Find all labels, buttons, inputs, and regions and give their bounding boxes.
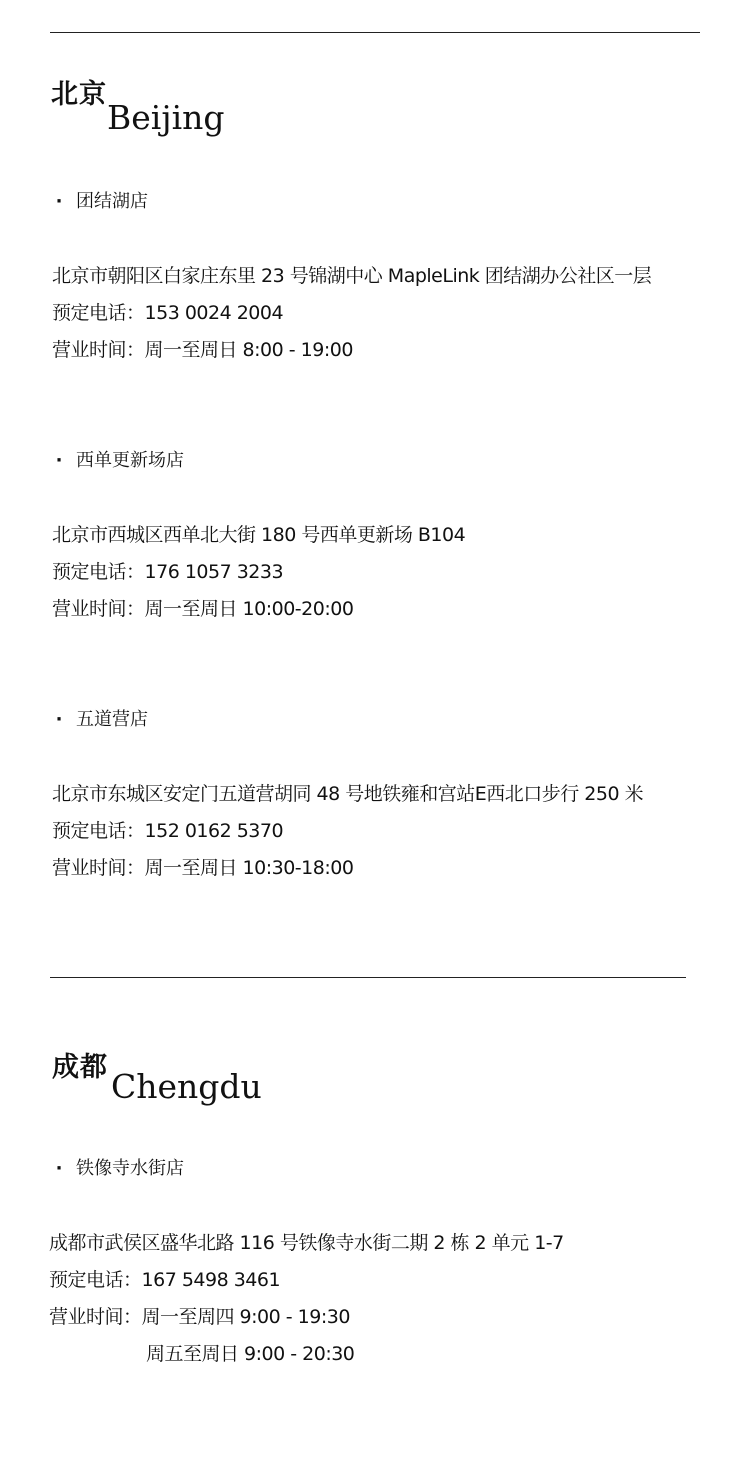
phone-label: 预定电话： — [52, 302, 145, 324]
phone-number[interactable]: 167 5498 3461 — [141, 1269, 281, 1291]
store-name — [52, 446, 184, 472]
store-address: 成都市武侯区盛华北路 116 号铁像寺水街二期 2 栋 2 单元 1-7 — [49, 1232, 564, 1254]
store-phone-row — [52, 298, 283, 325]
hours-label: 营业时间： — [52, 857, 145, 879]
hours-label: 营业时间： — [52, 598, 145, 620]
bullet-icon: · — [55, 709, 63, 730]
store-name — [52, 1154, 184, 1180]
hours-value: 周一至周四 9:00 - 19:30 — [141, 1306, 350, 1328]
hours-value: 周五至周日 9:00 - 20:30 — [146, 1343, 355, 1365]
store-hours-row — [52, 335, 353, 362]
city-title-cn: 成都 — [52, 1052, 108, 1083]
hours-value: 周一至周日 8:00 - 19:00 — [144, 339, 353, 361]
store-phone-row — [52, 557, 283, 584]
hours-value: 周一至周日 10:00-20:00 — [144, 598, 354, 620]
store-hours-row — [52, 594, 353, 621]
store-phone-row — [49, 1265, 280, 1292]
store-hours-row — [49, 1302, 350, 1329]
phone-label: 预定电话： — [49, 1269, 142, 1291]
phone-number[interactable]: 153 0024 2004 — [144, 302, 284, 324]
phone-number[interactable]: 176 1057 3233 — [144, 561, 284, 583]
hours-value: 周一至周日 10:30-18:00 — [144, 857, 354, 879]
bullet-icon: · — [55, 450, 63, 471]
store-name-label: 团结湖店 — [76, 191, 148, 212]
store-address: 北京市朝阳区白家庄东里 23 号锦湖中心 MapleLink 团结湖办公社区一层 — [52, 265, 652, 287]
city-title-cn: 北京 — [51, 79, 107, 110]
bullet-icon: · — [55, 1158, 63, 1179]
hours-label: 营业时间： — [52, 339, 145, 361]
store-name-label: 西单更新场店 — [76, 450, 184, 471]
top-divider — [50, 32, 700, 33]
section-divider — [50, 977, 686, 978]
store-name-label: 五道营店 — [76, 709, 148, 730]
phone-label: 预定电话： — [52, 820, 145, 842]
store-hours-row — [52, 853, 353, 880]
city-title-en: Chengdu — [111, 1067, 262, 1106]
store-name-label: 铁像寺水街店 — [76, 1158, 184, 1179]
store-hours-row-2 — [146, 1339, 354, 1366]
bullet-icon: · — [55, 191, 63, 212]
store-address: 北京市西城区西单北大街 180 号西单更新场 B104 — [52, 524, 466, 546]
city-title-en: Beijing — [107, 98, 225, 137]
hours-label: 营业时间： — [49, 1306, 142, 1328]
store-name — [52, 187, 148, 213]
phone-label: 预定电话： — [52, 561, 145, 583]
store-phone-row — [52, 816, 283, 843]
phone-number[interactable]: 152 0162 5370 — [144, 820, 284, 842]
store-name — [52, 705, 148, 731]
store-address: 北京市东城区安定门五道营胡同 48 号地铁雍和宫站E西北口步行 250 米 — [52, 783, 644, 805]
